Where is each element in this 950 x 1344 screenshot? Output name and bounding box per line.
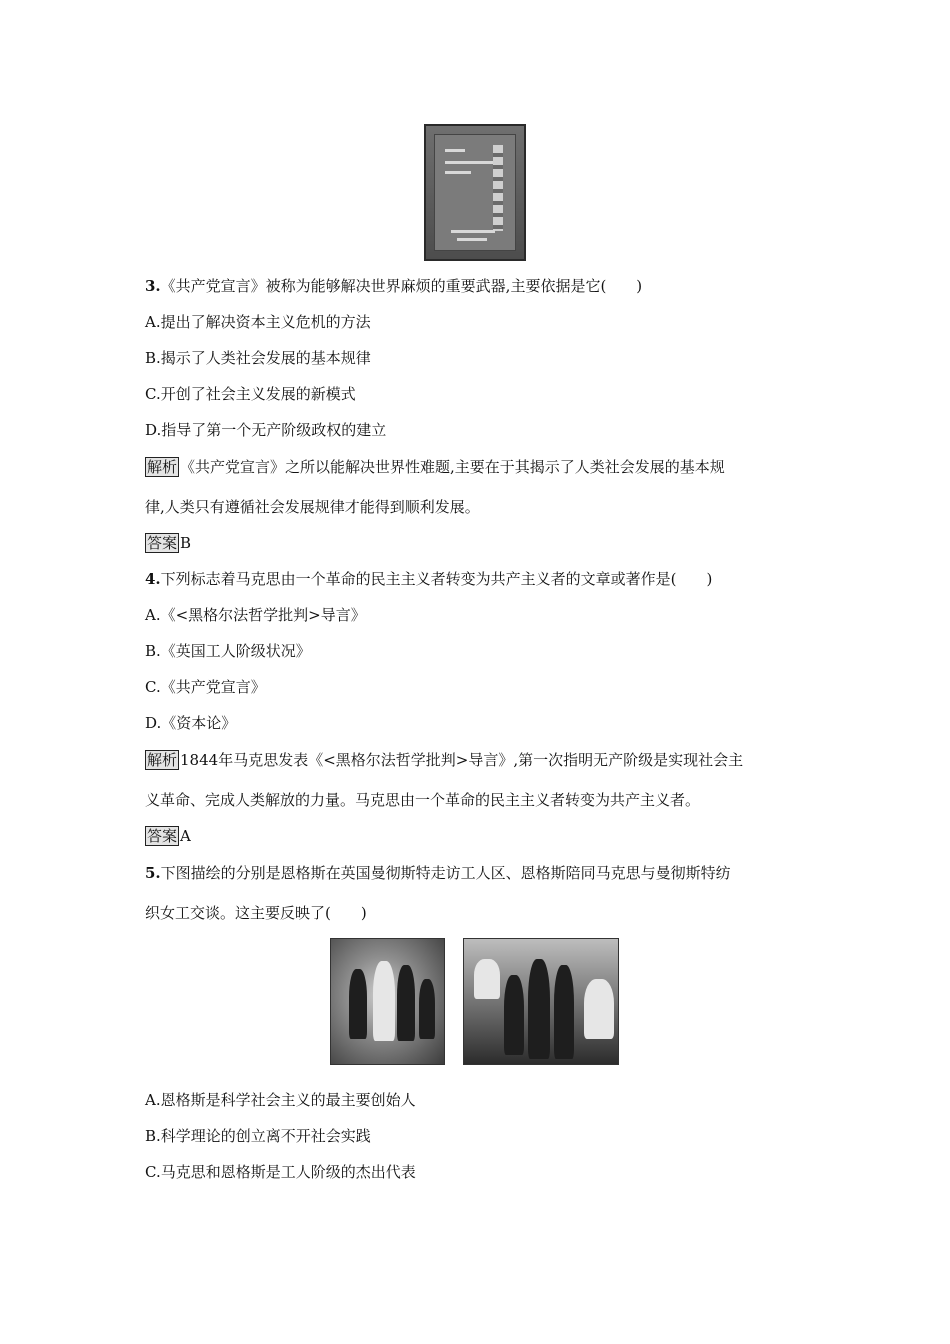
q5-option-b: B.科学理论的创立离不开社会实践 — [145, 1127, 371, 1145]
q4-stem: 4.下列标志着马克思由一个革命的民主主义者转变为共产主义者的文章或著作是( ) — [145, 570, 713, 588]
q3-analysis: 解析 《共产党宣言》之所以能解决世界性难题,主要在于其揭示了人类社会发展的基本规 — [147, 458, 725, 476]
q3-number: 3. — [145, 277, 161, 295]
marx-engels-with-textile-workers-image — [463, 938, 619, 1065]
q3-option-a: A.提出了解决资本主义危机的方法 — [145, 313, 371, 331]
q3-option-c: C.开创了社会主义发展的新模式 — [145, 385, 356, 403]
answer-tag: 答案 — [147, 534, 178, 552]
q4-answer: 答案 A — [147, 827, 191, 845]
q4-analysis-cont: 义革命、完成人类解放的力量。马克思由一个革命的民主主义者转变为共产主义者。 — [145, 791, 701, 809]
q3-analysis-cont: 律,人类只有遵循社会发展规律才能得到顺利发展。 — [145, 498, 480, 516]
q5-option-a: A.恩格斯是科学社会主义的最主要创始人 — [145, 1091, 416, 1109]
q4-option-a: A.《<黑格尔法哲学批判>导言》 — [145, 606, 366, 624]
q3-stem: 3.《共产党宣言》被称为能够解决世界麻烦的重要武器,主要依据是它( ) — [145, 277, 643, 295]
q5-stem-cont: 织女工交谈。这主要反映了( ) — [145, 904, 367, 922]
manifesto-cover-image — [424, 124, 526, 261]
q3-answer: 答案 B — [147, 534, 192, 552]
q5-option-c: C.马克思和恩格斯是工人阶级的杰出代表 — [145, 1163, 416, 1181]
q3-option-d: D.指导了第一个无产阶级政权的建立 — [145, 421, 387, 439]
q4-number: 4. — [145, 570, 161, 588]
q4-analysis: 解析 1844年马克思发表《<黑格尔法哲学批判>导言》,第一次指明无产阶级是实现社会主 — [147, 751, 744, 769]
analysis-tag: 解析 — [147, 751, 178, 769]
engels-visiting-workers-image — [330, 938, 445, 1065]
answer-tag: 答案 — [147, 827, 178, 845]
q4-option-d: D.《资本论》 — [145, 714, 237, 732]
q4-option-b: B.《英国工人阶级状况》 — [145, 642, 311, 660]
q5-number: 5. — [145, 864, 161, 882]
q3-option-b: B.揭示了人类社会发展的基本规律 — [145, 349, 371, 367]
analysis-tag: 解析 — [147, 458, 178, 476]
q4-option-c: C.《共产党宣言》 — [145, 678, 266, 696]
q5-stem: 5.下图描绘的分别是恩格斯在英国曼彻斯特走访工人区、恩格斯陪同马克思与曼彻斯特纺 — [145, 864, 731, 882]
